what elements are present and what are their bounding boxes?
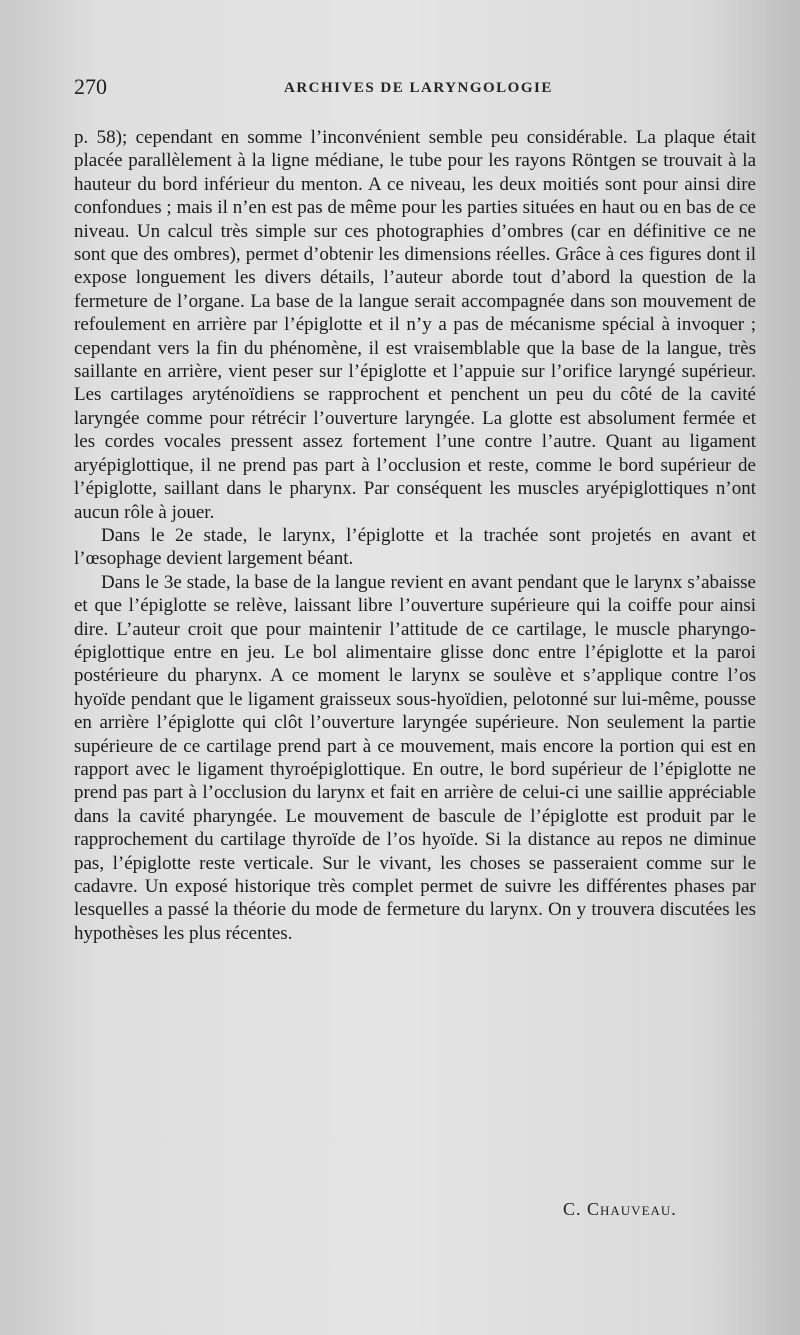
paragraph-2: Dans le 2e stade, le larynx, l’épiglotte et la trachée sont projetés en avant et l’œsophage devient largement béant. xyxy=(74,524,756,570)
page-header xyxy=(74,74,754,104)
paragraph-3: Dans le 3e stade, la base de la langue revient en avant pendant que le larynx s’abaisse et que l’épiglotte se relève, laissant libre l’ouverture supérieure qui la coiffe pour ainsi dire. L’auteur croit que pour maintenir l’attitude de ce cartilage, le muscle pharyngo-épiglottique entre en jeu. Le bol alimentaire glisse donc entre l’épiglotte et la paroi postérieure du pharynx. A ce moment le larynx se soulève et s’applique contre l’os hyoïde pendant que le ligament graisseux sous-hyoïdien, pelotonné sur lui-même, pousse en arrière l’épiglotte qui clôt l’ouverture laryngée supérieure. Non seulement la partie supérieure de ce cartilage prend part à ce mouvement, mais encore la portion qui est en rapport avec le ligament thyroépiglottique. En outre, le bord supérieur de l’épiglotte ne prend pas part à l’occlusion du larynx et fait en arrière de celui-ci une saillie appréciable dans la cavité pharyngée. Le mouvement de bascule de l’épiglotte est produit par le rapprochement du cartilage thyroïde de l’os hyoïde. Si la distance au repos ne diminue pas, l’épiglotte reste verticale. Sur le vivant, les choses se passeraient comme sur le cadavre. Un exposé historique très complet permet de suivre les différentes phases par lesquelles a passé la théorie du mode de fermeture du larynx. On y trouvera discutées les hypothèses les plus récentes. xyxy=(74,571,756,944)
running-head: ARCHIVES DE LARYNGOLOGIE xyxy=(284,80,553,96)
page-number: 270 xyxy=(74,74,107,99)
author-signature: C. Chauveau. xyxy=(563,1199,677,1219)
paragraph-1: p. 58); cependant en somme l’inconvénient semble peu considérable. La plaque était placée parallèlement à la ligne médiane, le tube pour les rayons Röntgen se trouvait à la hauteur du bord inférieur du menton. A ce niveau, les deux moitiés sont pour ainsi dire confondues ; mais il n’en est pas de même pour les parties situées en haut ou en bas de ce niveau. Un calcul très simple sur ces photographies d’ombres (car en définitive ce ne sont que des ombres), permet d’obtenir les dimensions réelles. Grâce à ces figures dont il expose longuement les divers détails, l’auteur aborde tout d’abord la question de la fermeture de l’organe. La base de la langue serait accompagnée dans son mouvement de refoulement en arrière par l’épiglotte et il n’y a pas de mécanisme spécial à invoquer ; cependant vers la fin du phénomène, il est vraisemblable que la base de la langue, très saillante en arrière, vient peser sur l’épiglotte et l’appuie sur l’orifice laryngé supérieur. Les cartilages aryténoïdiens se rapprochent et penchent un peu du côté de la cavité laryngée comme pour rétrécir l’ouverture laryngée. La glotte est absolument fermée et les cordes vocales pressent assez fortement l’une contre l’autre. Quant au ligament aryépiglottique, il ne prend pas part à l’occlusion et reste, comme le bord supérieur de l’épiglotte, saillant dans le pharynx. Par conséquent les muscles aryépiglottiques n’ont aucun rôle à jouer. xyxy=(74,127,756,523)
article-body xyxy=(74,126,756,945)
